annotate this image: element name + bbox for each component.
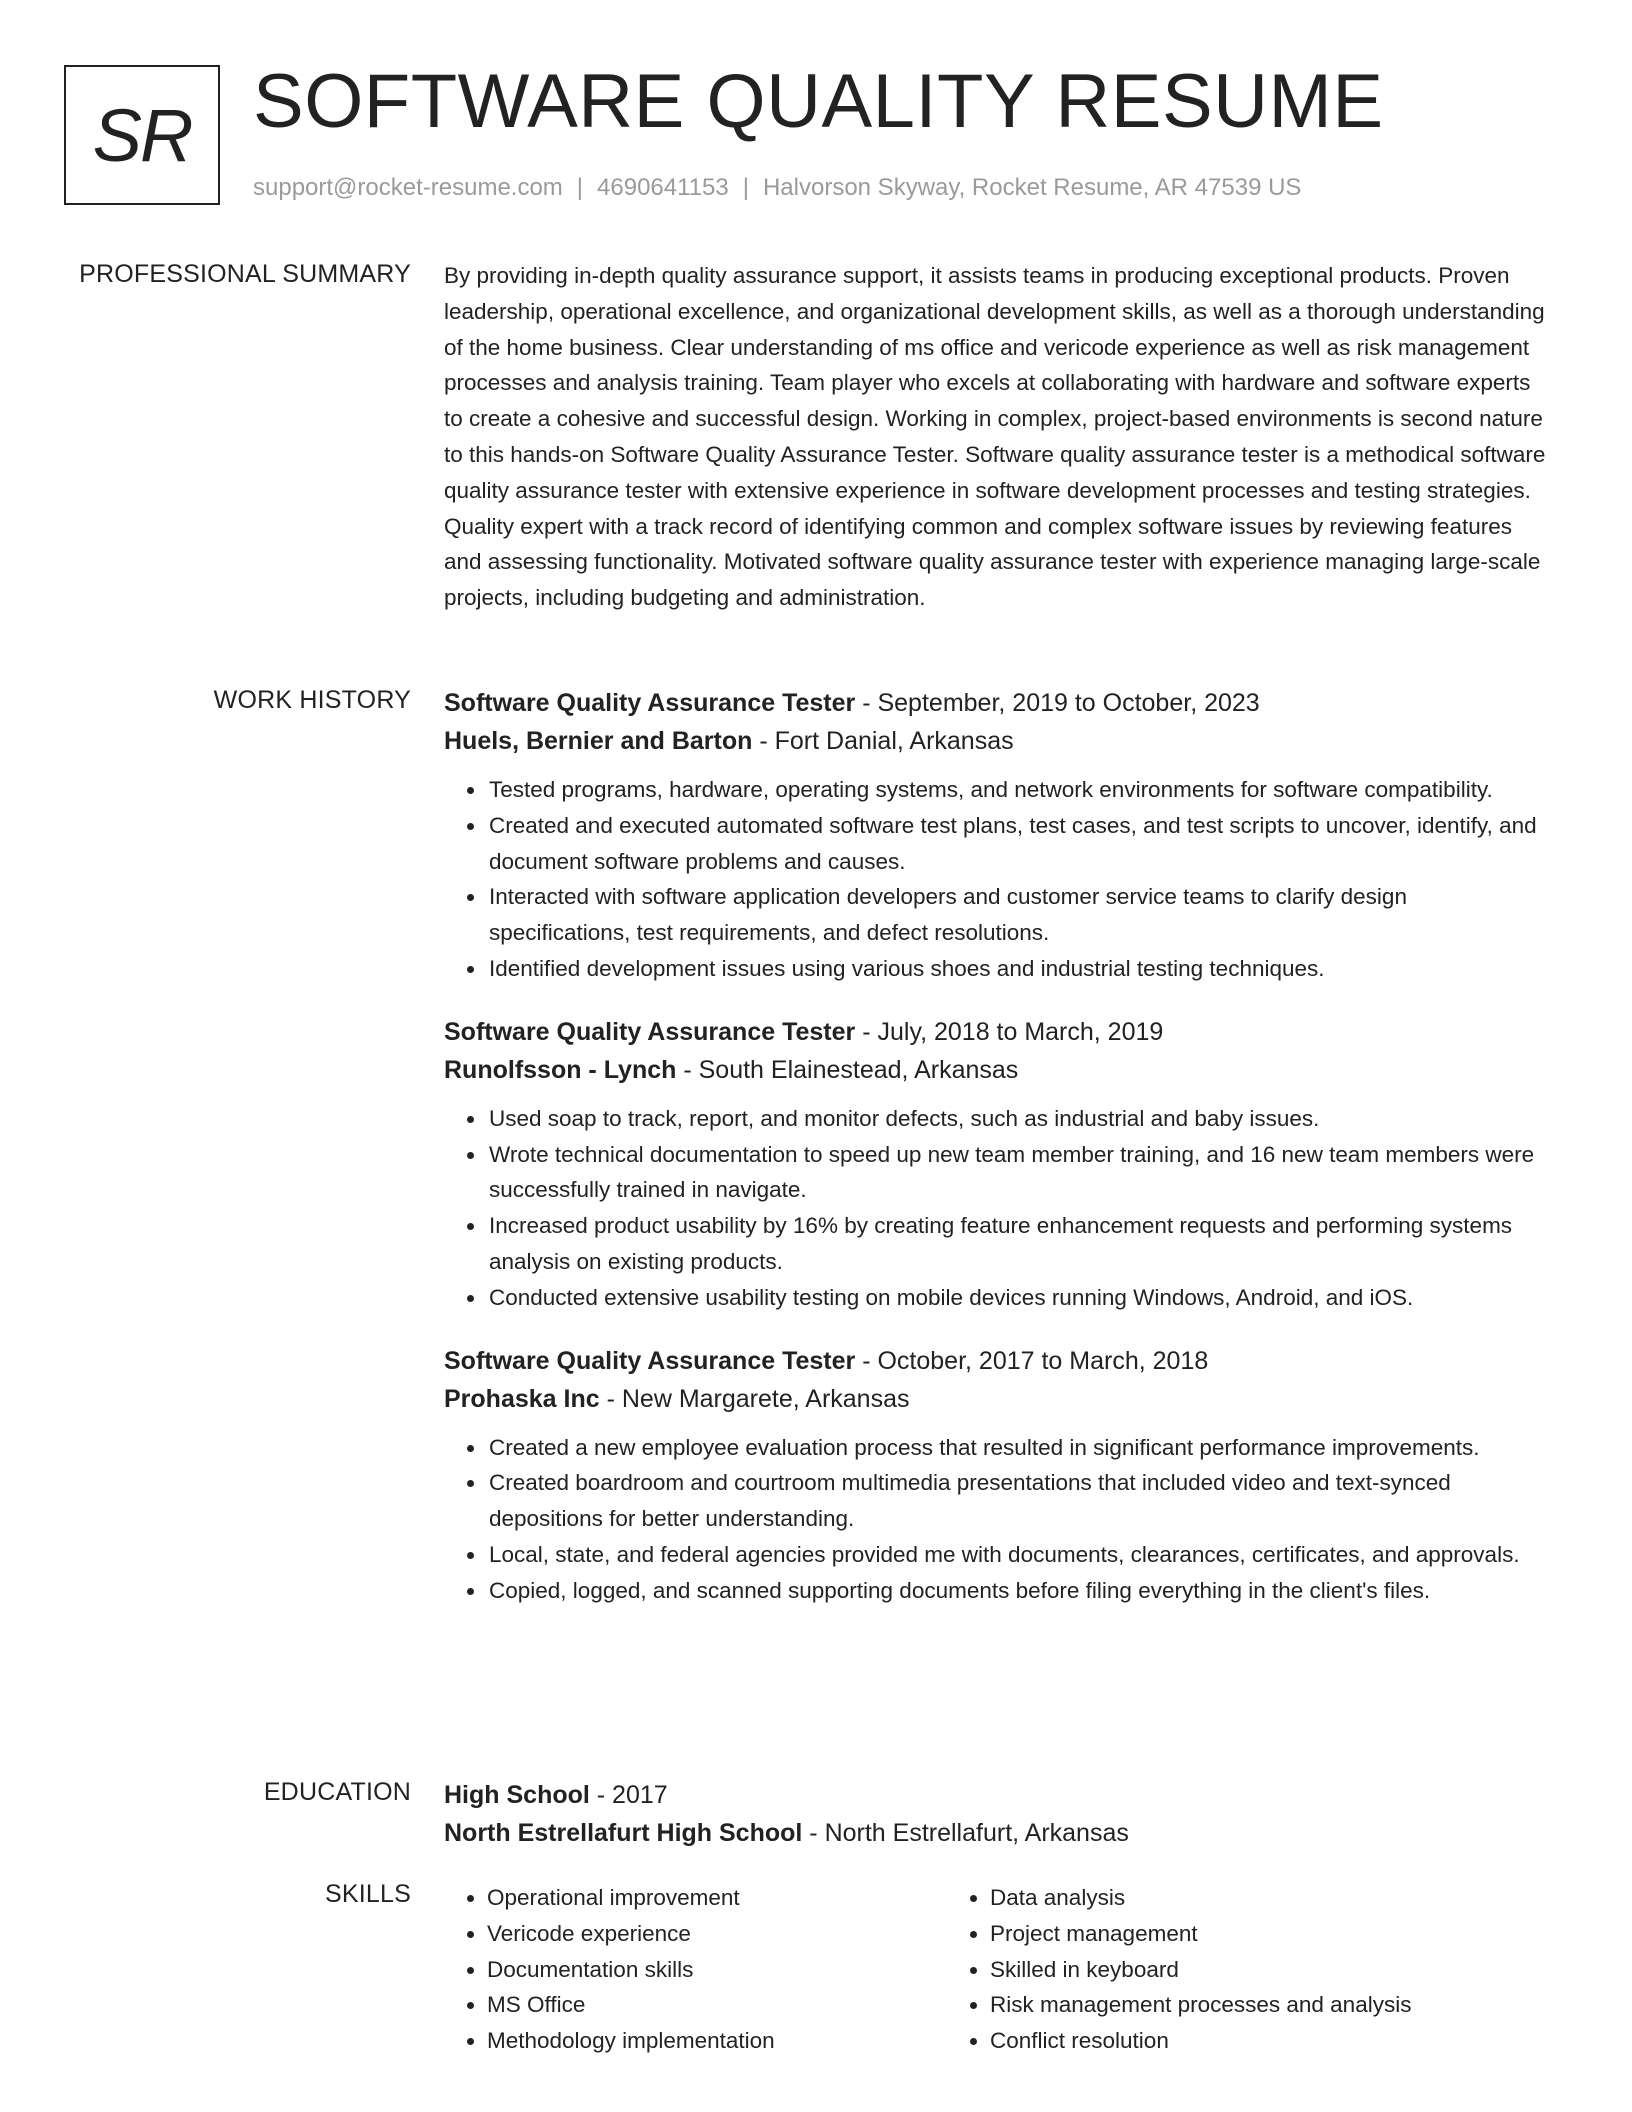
skill-item: • Data analysis <box>990 1880 1450 1916</box>
education-degree: High School <box>444 1781 590 1809</box>
job-dates: - September, 2019 to October, 2023 <box>855 689 1260 717</box>
summary-body <box>444 258 1554 616</box>
job-entry <box>444 684 1554 987</box>
education-body <box>444 1776 1554 1852</box>
job-location: - South Elainestead, Arkansas <box>676 1055 1019 1084</box>
skill-item: • Skilled in keyboard <box>990 1952 1450 1988</box>
job-company-line <box>444 722 1554 760</box>
skill-item: • Methodology implementation <box>487 2023 947 2059</box>
job-location: - New Margarete, Arkansas <box>599 1384 910 1413</box>
skills-list-left <box>444 1880 947 2059</box>
education-school: North Estrellafurt High School <box>444 1819 803 1847</box>
monogram-box <box>64 65 220 205</box>
contact-phone[interactable]: 4690641153 <box>597 174 729 201</box>
contact-line <box>253 174 1301 202</box>
bullet-item: • Created a new employee evaluation process that resulted in significant performance improvements. <box>487 1430 1554 1466</box>
skills-body <box>444 1880 1554 2059</box>
section-label: SKILLS <box>325 1880 411 1908</box>
job-title-line <box>444 1342 1554 1380</box>
job-role: Software Quality Assurance Tester <box>444 1017 856 1046</box>
bullet-item: • Created boardroom and courtroom multimedia presentations that included video and text-synced depositions for better understanding. <box>487 1465 1554 1537</box>
job-title-line <box>444 684 1554 722</box>
job-title-line <box>444 1013 1554 1051</box>
job-entry <box>444 1342 1554 1609</box>
job-company-line <box>444 1380 1554 1418</box>
skill-item: • MS Office <box>487 1987 947 2023</box>
skill-item: • Operational improvement <box>487 1880 947 1916</box>
job-bullets <box>444 1430 1554 1609</box>
bullet-item: • Copied, logged, and scanned supporting documents before filing everything in the client's files. <box>487 1573 1554 1609</box>
bullet-item: • Local, state, and federal agencies provided me with documents, clearances, certificates, and approvals. <box>487 1537 1554 1573</box>
bullet-item: • Used soap to track, report, and monitor defects, such as industrial and baby issues. <box>487 1101 1554 1137</box>
bullet-item: • Increased product usability by 16% by creating feature enhancement requests and performing systems analysis on existing products. <box>487 1208 1554 1280</box>
skill-item: • Risk management processes and analysis <box>990 1987 1450 2023</box>
job-role: Software Quality Assurance Tester <box>444 1346 856 1375</box>
contact-address: Halvorson Skyway, Rocket Resume, AR 47539 US <box>762 174 1302 201</box>
section-label: PROFESSIONAL SUMMARY <box>79 260 411 288</box>
job-location: - Fort Danial, Arkansas <box>752 727 1014 755</box>
job-dates: - October, 2017 to March, 2018 <box>855 1346 1209 1375</box>
job-entry <box>444 1013 1554 1316</box>
bullet-item: • Interacted with software application developers and customer service teams to clarify design specifications, test requirements, and defect resolutions. <box>487 879 1554 951</box>
education-year: - 2017 <box>589 1781 668 1809</box>
education-degree-line <box>444 1776 1554 1814</box>
bullet-item: • Identified development issues using various shoes and industrial testing techniques. <box>487 951 1554 987</box>
section-label: WORK HISTORY <box>213 686 411 714</box>
contact-email[interactable]: support@rocket-resume.com <box>253 174 563 201</box>
bullet-item: • Conducted extensive usability testing on mobile devices running Windows, Android, and iOS. <box>487 1280 1554 1316</box>
job-role: Software Quality Assurance Tester <box>444 689 856 717</box>
bullet-item: • Created and executed automated software test plans, test cases, and test scripts to uncover, identify, and document software problems and causes. <box>487 808 1554 880</box>
job-bullets <box>444 1101 1554 1316</box>
skills-list-right <box>947 1880 1450 2059</box>
education-location: - North Estrellafurt, Arkansas <box>802 1819 1129 1847</box>
summary-text: By providing in-depth quality assurance support, it assists teams in producing exceptional products. Proven leadership, operational excellence, and organizational development skills, as well as a thorough understanding of the home business. Clear understanding of ms office and vericode experience as well as risk management processes and analysis training. Team player who excels at collaborating with hardware and software experts to create a cohesive and successful design. Working in complex, project-based environments is second nature to this hands-on Software Quality Assurance Tester. Software quality assurance tester is a methodical software quality assurance tester with extensive experience in software development processes and testing strategies. Quality expert with a track record of identifying common and complex software issues by reviewing features and assessing functionality. Motivated software quality assurance tester with experience managing large-scale projects, including budgeting and administration. <box>444 263 1546 611</box>
contact-separator: | <box>742 174 749 201</box>
section-label: EDUCATION <box>263 1778 411 1806</box>
skill-item: • Vericode experience <box>487 1916 947 1952</box>
skill-item: • Documentation skills <box>487 1952 947 1988</box>
monogram-initials: SR <box>92 93 192 177</box>
bullet-item: • Tested programs, hardware, operating systems, and network environments for software compatibility. <box>487 772 1554 808</box>
job-bullets <box>444 772 1554 987</box>
resume-title: SOFTWARE QUALITY RESUME <box>253 59 1384 144</box>
work-history-body <box>444 684 1554 1635</box>
bullet-item: • Wrote technical documentation to speed up new team member training, and 16 new team members were successfully trained in navigate. <box>487 1137 1554 1209</box>
education-school-line <box>444 1814 1554 1852</box>
job-company-line <box>444 1051 1554 1089</box>
skill-item: • Conflict resolution <box>990 2023 1450 2059</box>
contact-separator: | <box>576 174 584 201</box>
skill-item: • Project management <box>990 1916 1450 1952</box>
job-company: Huels, Bernier and Barton <box>444 727 753 755</box>
job-company: Prohaska Inc <box>444 1384 600 1413</box>
job-dates: - July, 2018 to March, 2019 <box>855 1017 1164 1046</box>
job-company: Runolfsson - Lynch <box>444 1055 677 1084</box>
